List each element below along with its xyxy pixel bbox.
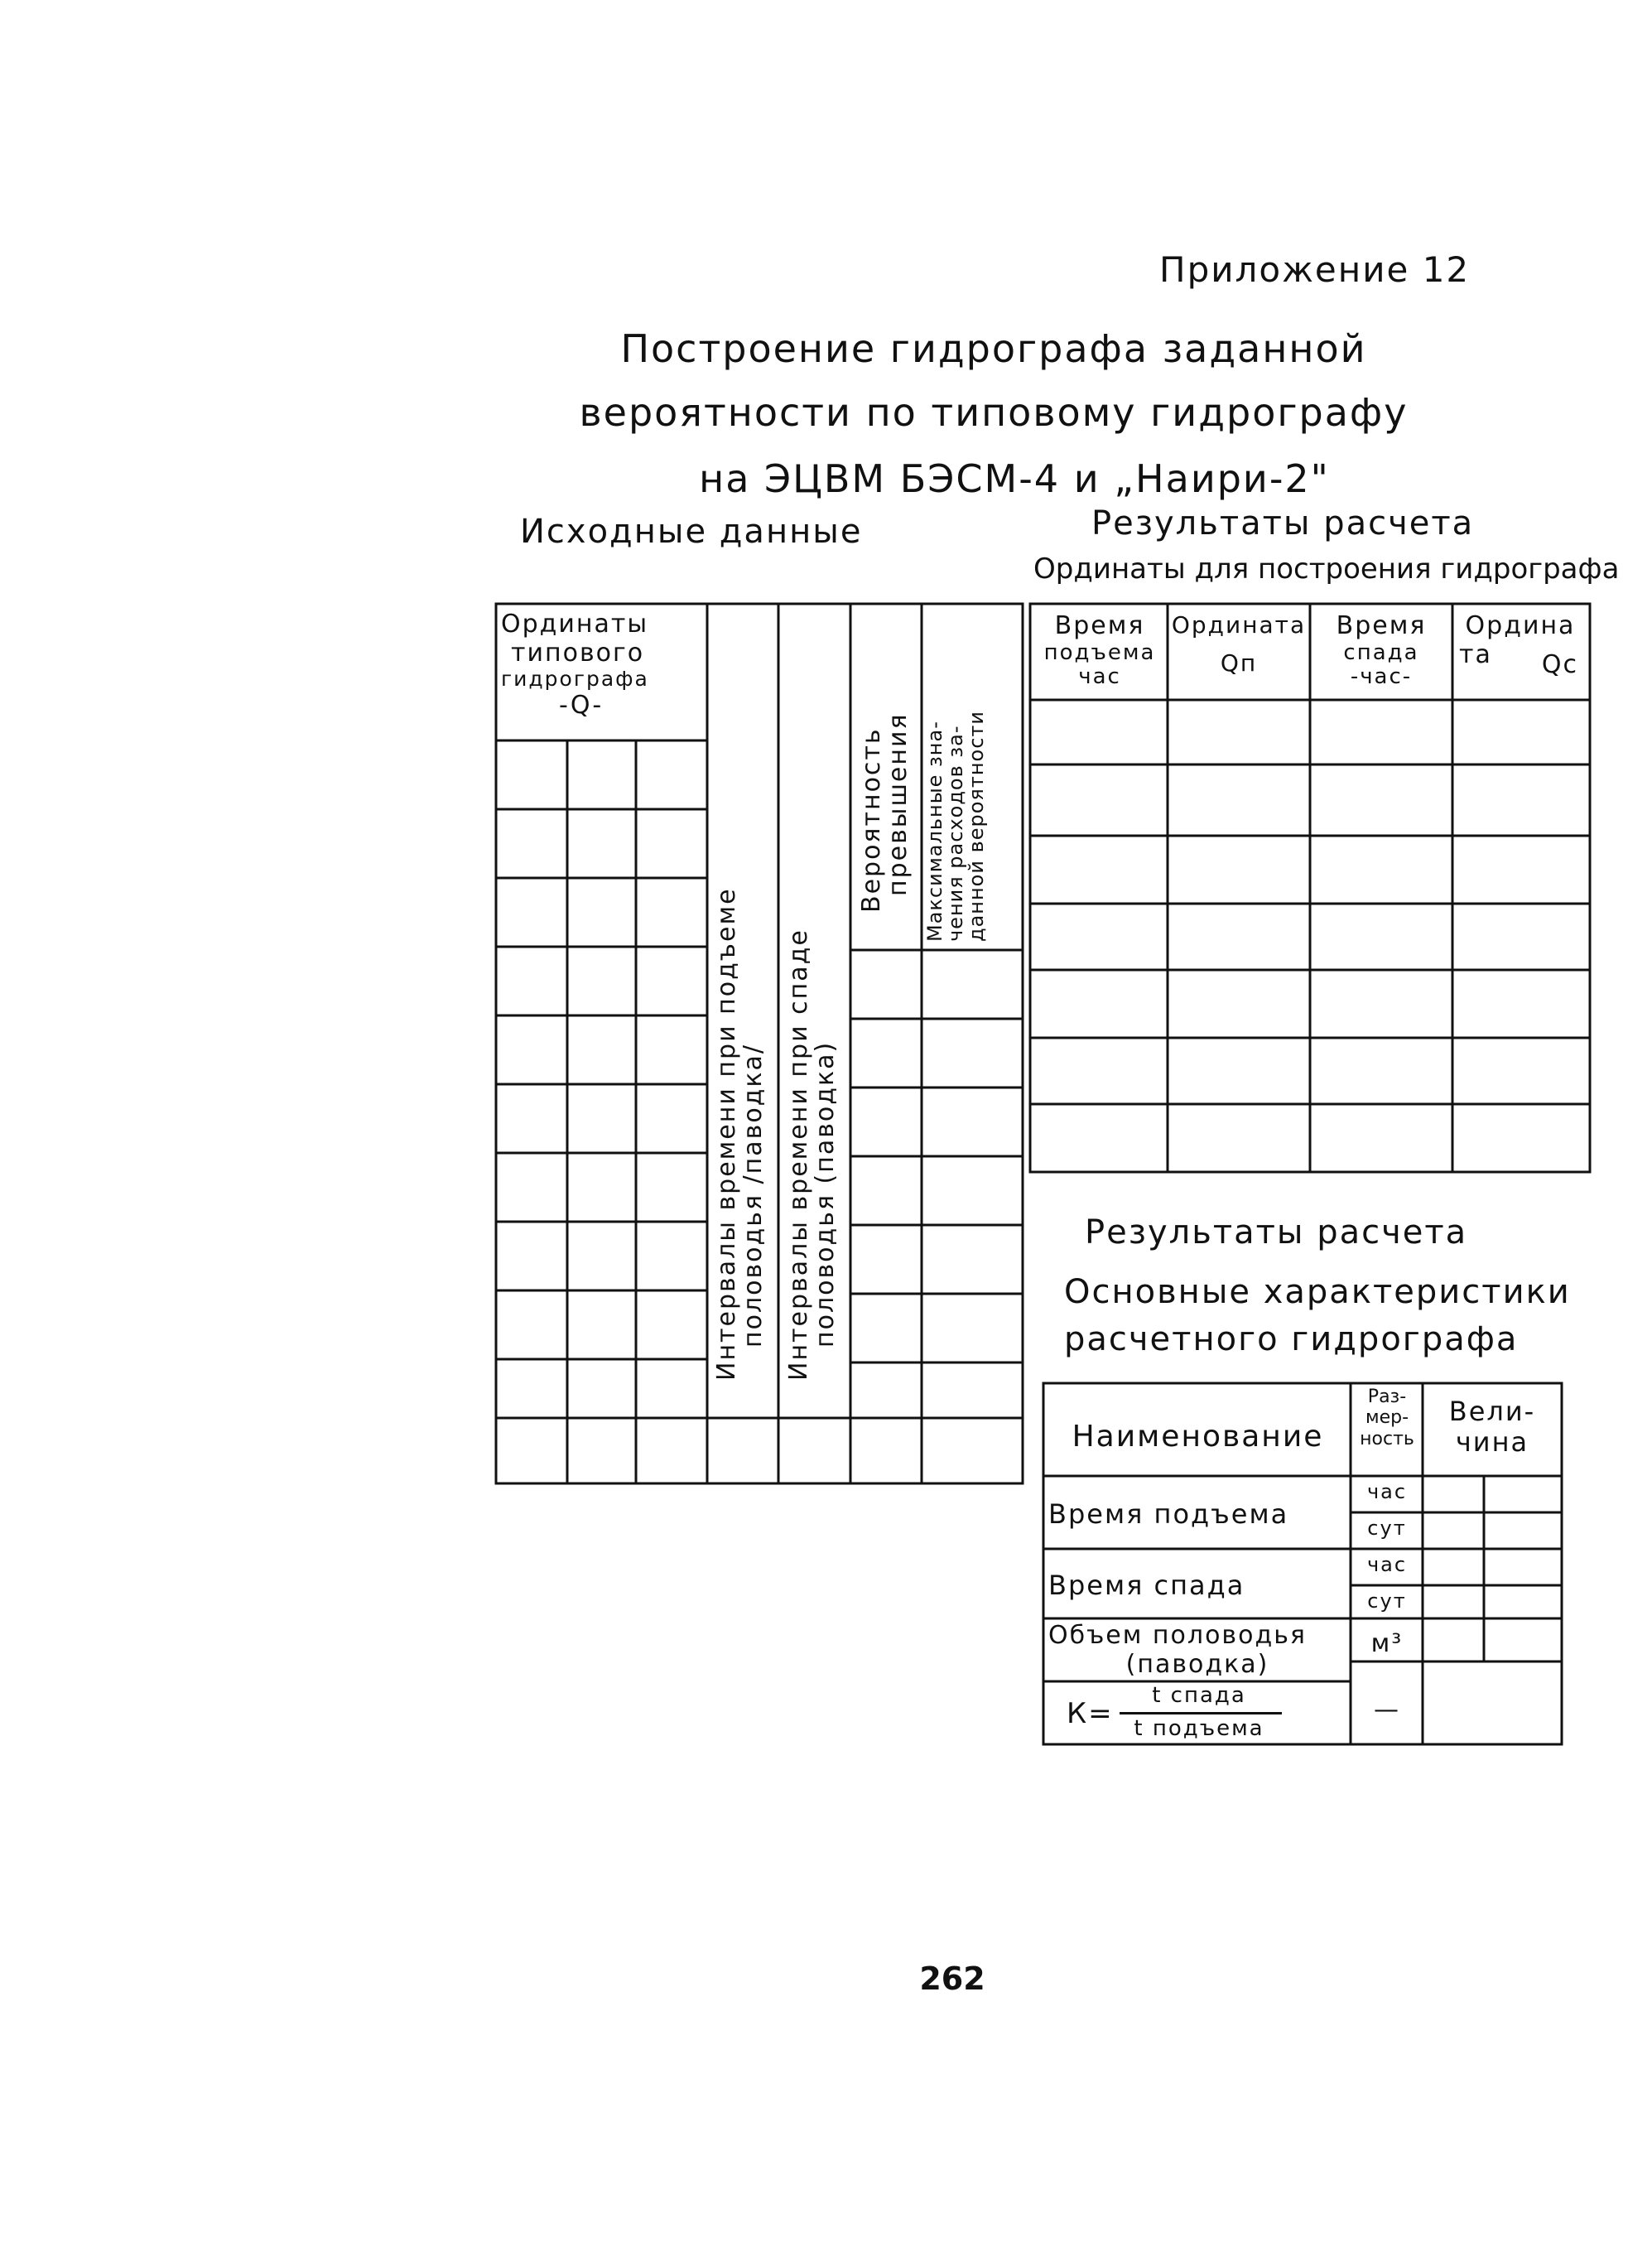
page-title-line-2: вероятности по типовому гидрографу — [579, 390, 1409, 435]
ordinate-qc-header-line-3: Qс — [1541, 650, 1578, 679]
rise-time-header — [1033, 612, 1166, 690]
fall-intervals-header — [786, 801, 838, 1381]
flood-volume-label-line-1: Объем половодья — [1048, 1621, 1307, 1650]
appendix-label: Приложение 12 — [1159, 249, 1471, 290]
max-values-header — [925, 610, 988, 942]
rise-time-header-line-3: час — [1078, 664, 1121, 690]
ordinate-qp-header-line-2: Qп — [1220, 649, 1258, 678]
ordinates-table — [1028, 602, 1592, 1174]
ordinate-qc-header — [1454, 612, 1587, 680]
ordinate-qc-header-line-1: Ордина — [1465, 611, 1576, 640]
value-header-line-1: Вели- — [1448, 1396, 1536, 1427]
flood-volume-unit: м³ — [1370, 1629, 1404, 1658]
characteristics-table — [1042, 1382, 1563, 1746]
rise-time-unit-hours: час — [1366, 1480, 1408, 1503]
fall-time-header-line-1: Время — [1336, 611, 1427, 640]
name-column-header: Наименование — [1072, 1420, 1324, 1454]
max-values-header-line-3: данной вероятности — [965, 711, 989, 942]
fall-time-unit-days: сут — [1367, 1589, 1407, 1613]
flood-volume-label-line-2: (паводка) — [1125, 1649, 1269, 1679]
fall-time-row-label: Время спада — [1048, 1570, 1245, 1601]
rise-time-header-line-2: подъема — [1043, 639, 1156, 665]
rise-intervals-header — [714, 801, 766, 1381]
max-values-header-line-1: Максимальные зна- — [923, 721, 946, 942]
dimension-column-header — [1352, 1387, 1422, 1449]
ordinates-header-line-1: Ординаты — [501, 610, 649, 639]
page-title-line-1: Построение гидрографа заданной — [620, 326, 1367, 371]
dimension-header-line-1: Раз- — [1367, 1387, 1407, 1407]
source-data-table — [494, 602, 1024, 1485]
characteristics-subheading-line-2: расчетного гидрографа — [1064, 1320, 1519, 1358]
value-header-line-2: чина — [1455, 1425, 1529, 1458]
fall-time-header — [1312, 612, 1451, 690]
ordinates-header — [501, 610, 704, 720]
probability-header-line-1: Вероятность — [857, 727, 886, 913]
k-ratio-formula — [1067, 1683, 1348, 1743]
fall-time-unit-hours: час — [1366, 1553, 1408, 1576]
rise-intervals-header-line-2: половодья /паводка/ — [738, 1043, 768, 1348]
page-title-line-3: на ЭЦВМ БЭСМ-4 и „Наири-2" — [699, 456, 1330, 501]
page-number: 262 — [919, 1960, 985, 1997]
dimension-header-line-2: мер- — [1365, 1407, 1409, 1429]
fall-intervals-header-line-2: половодья (паводка) — [810, 1040, 840, 1348]
k-ratio-numerator: t спада — [1152, 1683, 1246, 1708]
ordinate-qp-header-line-1: Ордината — [1171, 611, 1307, 639]
fall-time-header-line-2: спада — [1343, 639, 1419, 665]
ordinates-header-line-2: типового — [511, 638, 645, 668]
results-heading-bottom: Результаты расчета — [1085, 1213, 1468, 1251]
dimension-header-line-3: ность — [1360, 1428, 1414, 1449]
rise-time-row-label: Время подъема — [1048, 1498, 1289, 1530]
fall-time-header-line-3: -час- — [1350, 664, 1413, 690]
flood-volume-row-label — [1048, 1622, 1346, 1679]
probability-header — [859, 623, 911, 913]
k-ratio-unit: — — [1374, 1695, 1400, 1724]
characteristics-subheading-line-1: Основные характеристики — [1064, 1273, 1571, 1311]
rise-intervals-header-line-1: Интервалы времени при подъеме — [712, 887, 741, 1381]
fall-intervals-header-line-1: Интервалы времени при спаде — [784, 928, 813, 1381]
rise-time-header-line-1: Время — [1054, 611, 1145, 640]
k-ratio-prefix: К= — [1067, 1697, 1114, 1730]
max-values-header-line-2: чения расходов за- — [944, 725, 968, 942]
ordinates-header-line-4: -Q- — [559, 690, 604, 720]
results-heading-top: Результаты расчета — [1091, 504, 1475, 543]
ordinate-qc-header-line-2: та — [1459, 639, 1492, 669]
rise-time-unit-days: сут — [1367, 1517, 1407, 1540]
ordinates-header-line-3: гидрографа — [501, 667, 649, 691]
value-column-header — [1424, 1396, 1560, 1458]
probability-header-line-2: превышения — [883, 712, 913, 896]
source-data-heading: Исходные данные — [520, 513, 863, 551]
fraction-bar — [1120, 1712, 1282, 1714]
ordinate-qp-header — [1169, 612, 1308, 677]
ordinates-subheading: Ординаты для построения гидрографа — [1033, 552, 1620, 586]
k-ratio-denominator: t подъема — [1134, 1716, 1264, 1741]
